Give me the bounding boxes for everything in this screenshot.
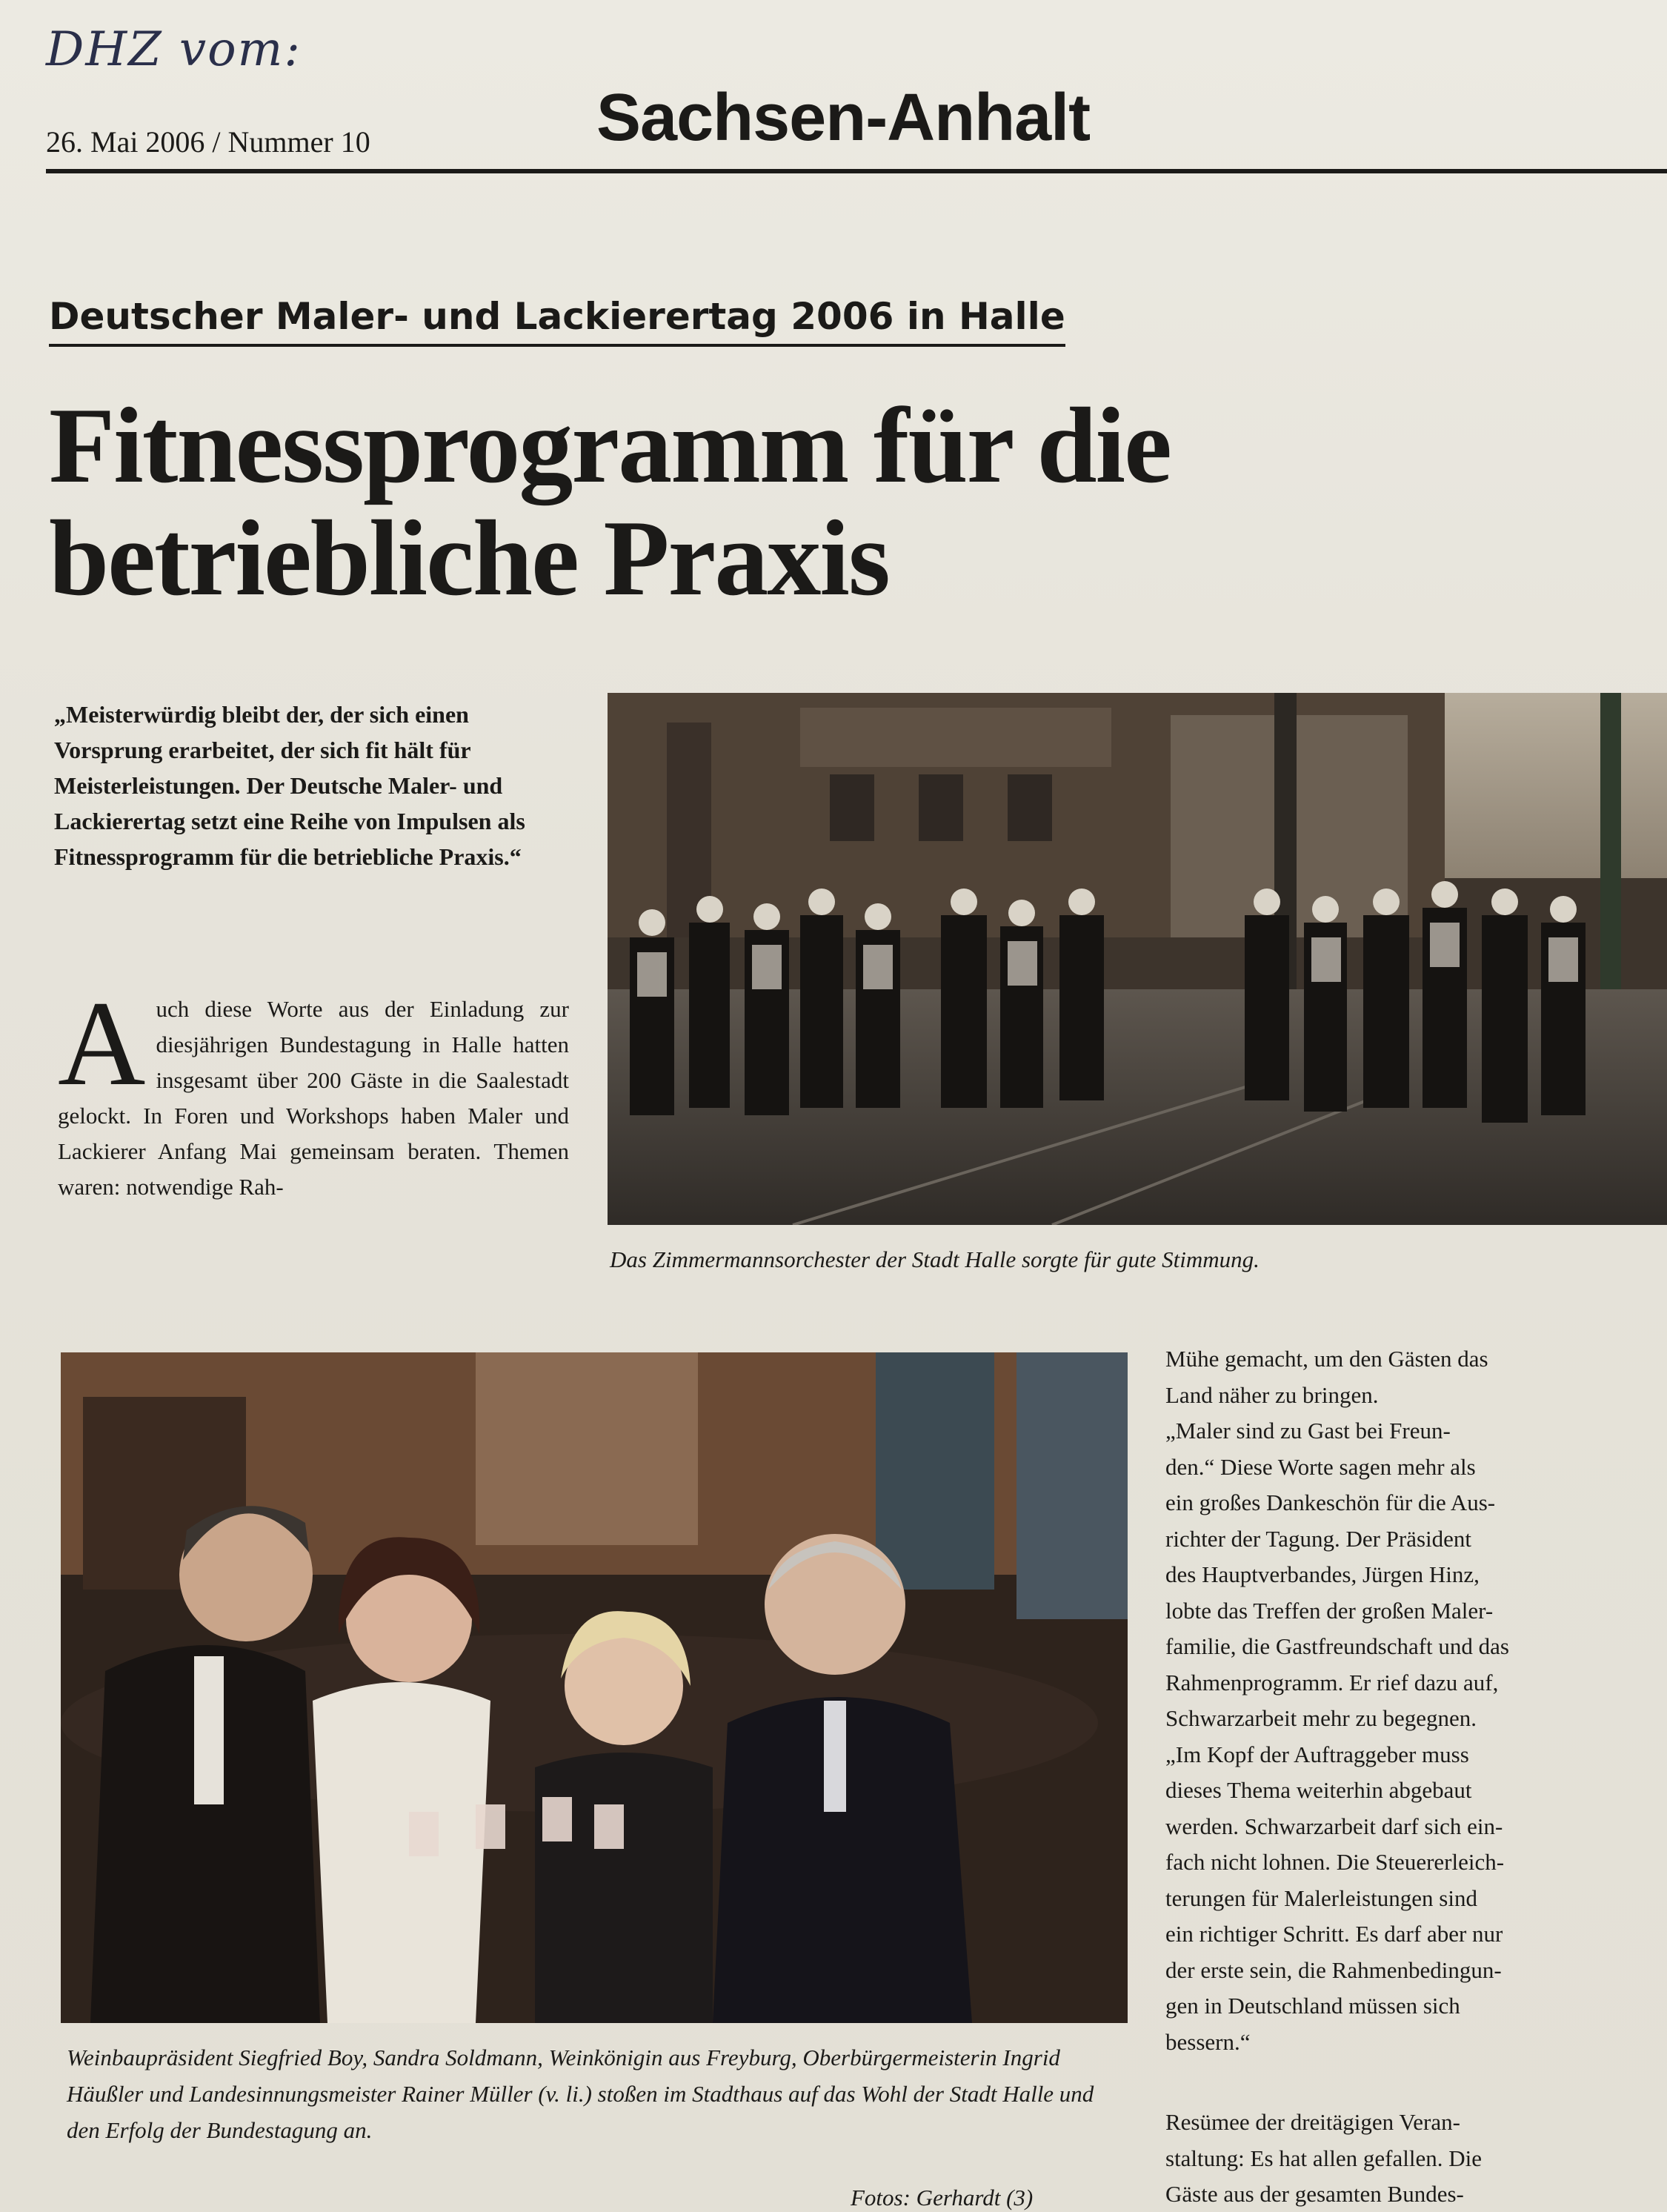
paragraph-gap <box>1165 2060 1667 2105</box>
orchestra-photo-image <box>608 693 1667 1225</box>
column3-line: staltung: Es hat allen gefallen. Die <box>1165 2145 1482 2171</box>
column3-line: des Hauptverbandes, Jürgen Hinz, <box>1165 1561 1480 1587</box>
column3-line: der erste sein, die Rahmenbedingun- <box>1165 1956 1502 1983</box>
handwritten-note: DHZ vom: <box>46 22 302 77</box>
column3-line: dieses Thema weiterhin abgebaut <box>1165 1777 1472 1803</box>
photo-credit: Fotos: Gerhardt (3) <box>851 2185 1034 2211</box>
dateline: 26. Mai 2006 / Nummer 10 <box>46 125 370 159</box>
article-kicker: Deutscher Maler- und Lackierertag 2006 in Halle <box>49 295 1065 347</box>
article-body-column-3 <box>1165 1341 1667 2212</box>
article-body-column-1 <box>58 977 569 1205</box>
orchestra-photo <box>608 693 1667 1225</box>
column3-line: werden. Schwarzarbeit darf sich ein- <box>1165 1813 1503 1839</box>
column3-line: Rahmenprogramm. Er rief dazu auf, <box>1165 1669 1499 1695</box>
column3-line: ein großes Dankeschön für die Aus- <box>1165 1489 1496 1515</box>
column3-line: terungen für Malerleistungen sind <box>1165 1884 1477 1911</box>
column3-line: „Maler sind zu Gast bei Freun- <box>1165 1418 1451 1444</box>
toast-photo <box>61 1352 1128 2023</box>
section-title: Sachsen-Anhalt <box>596 81 1091 155</box>
column3-line: ein richtiger Schritt. Es darf aber nur <box>1165 1921 1503 1947</box>
column3-line: fach nicht lohnen. Die Steuererleich- <box>1165 1849 1505 1875</box>
column3-line: lobte das Treffen der großen Maler- <box>1165 1597 1494 1624</box>
article-lead: „Meisterwürdig bleibt der, der sich einen Vorsprung erarbeitet, der sich fit hält für Meisterleistungen. Der Deutsche Maler- und Lackierertag setzt eine Reihe von Impulsen als Fitnessprogramm für die betriebliche Praxis.“ <box>54 701 525 870</box>
column3-line: „Im Kopf der Auftraggeber muss <box>1165 1741 1469 1767</box>
column3-line: den.“ Diese Worte sagen mehr als <box>1165 1453 1476 1480</box>
drop-cap: A <box>58 977 146 1111</box>
column3-line: richter der Tagung. Der Präsident <box>1165 1525 1472 1552</box>
column3-line: Resümee der dreitägigen Veran- <box>1165 2109 1460 2135</box>
article-headline <box>49 385 1345 618</box>
toast-photo-image <box>61 1352 1128 2023</box>
column3-line: gen in Deutschland müssen sich <box>1165 1993 1460 2019</box>
headline-line-2: betriebliche Praxis <box>49 498 889 618</box>
column3-line: bessern.“ <box>1165 2028 1251 2055</box>
column3-line: Mühe gemacht, um den Gästen das <box>1165 1346 1488 1372</box>
orchestra-photo-caption: Das Zimmermannsorchester der Stadt Halle sorgte für gute Stimmung. <box>610 1246 1260 1272</box>
column3-line: Gäste aus der gesamten Bundes- <box>1165 2181 1464 2207</box>
column3-line: Schwarzarbeit mehr zu begegnen. <box>1165 1705 1477 1731</box>
header-rule <box>46 169 1667 173</box>
column3-line: familie, die Gastfreundschaft und das <box>1165 1633 1509 1659</box>
column3-line: Land näher zu bringen. <box>1165 1381 1379 1408</box>
body-text: uch diese Worte aus der Einladung zur diesjährigen Bundestagung in Halle hatten insgesamt über 200 Gäste in die Saalestadt gelockt. In Foren und Workshops haben Maler und Lackierer Anfang Mai gemeinsam beraten. Themen waren: notwendige Rah- <box>58 996 569 1200</box>
headline-line-1: Fitnessprogramm für die <box>49 385 1171 505</box>
toast-photo-caption: Weinbaupräsident Siegfried Boy, Sandra Soldmann, Weinkönigin aus Freyburg, Oberbürgermeisterin Ingrid Häußler und Landesinnungsmeister Rainer Müller (v. li.) stoßen im Stadthaus auf das Wohl der Stadt Halle und den Erfolg der Bundestagung an. <box>67 2045 1094 2143</box>
